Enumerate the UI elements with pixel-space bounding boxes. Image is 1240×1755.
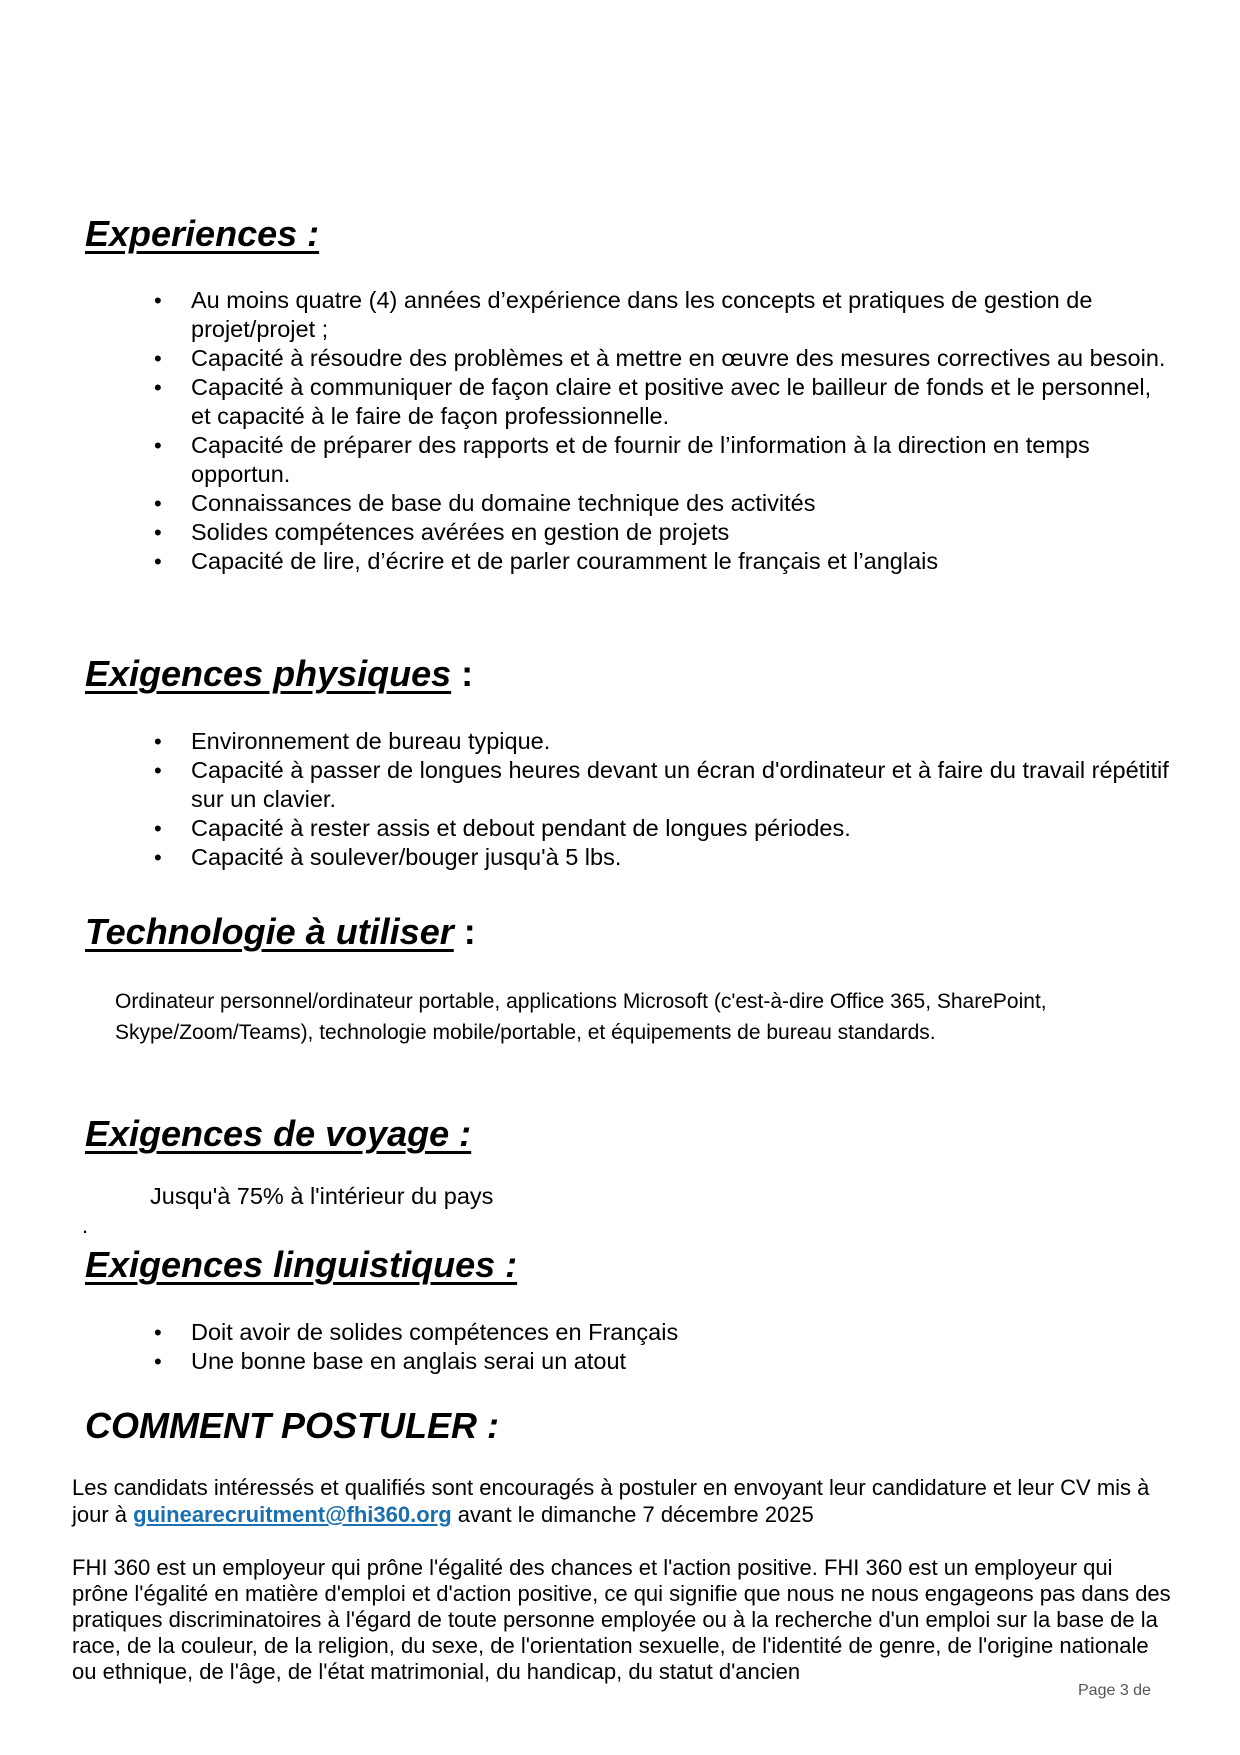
eeo-statement: FHI 360 est un employeur qui prône l'égalité des chances et l'action positive. FHI 360 est un employeur qui prône l'égalité en matière d'emploi et d'action positive, ce qui signifie que nous ne nous engageons pas dans des pratiques discriminatoires à l'égard de toute personne employée ou à la recherche d'un emploi sur la base de la race, de la couleur, de la religion, du sexe, de l'orientation sexuelle, de l'identité de genre, de l'origine nationale ou ethnique, de l'âge, de l'état matrimonial, du handicap, du statut d'ancien [72, 1555, 1171, 1684]
voyage-text: Jusqu'à 75% à l'intérieur du pays [150, 1183, 494, 1209]
list-item: • Au moins quatre (4) années d’expérience dans les concepts et pratiques de gestion de projet/projet ; [150, 286, 1170, 344]
list-item: • Environnement de bureau typique. [150, 727, 1170, 756]
page-number: Page 3 de [1078, 1682, 1151, 1699]
technologie-text: Ordinateur personnel/ordinateur portable, applications Microsoft (c'est-à-dire Office 365, SharePoint, Skype/Zoom/Teams), technologie mobile/portable, et équipements de bureau standards. [115, 990, 1047, 1044]
linguistiques-list [150, 1318, 1170, 1376]
list-item: • Capacité à rester assis et debout pendant de longues périodes. [150, 814, 1170, 843]
list-item: • Capacité à communiquer de façon claire et positive avec le bailleur de fonds et le personnel, et capacité à le faire de façon professionnelle. [150, 373, 1170, 431]
exigences-voyage-heading: Exigences de voyage : [85, 1113, 472, 1154]
recruitment-email-link[interactable]: guinearecruitment@fhi360.org [133, 1502, 452, 1527]
physiques-list [150, 727, 1170, 872]
list-item: • Connaissances de base du domaine technique des activités [150, 489, 1170, 518]
list-item: • Capacité à résoudre des problèmes et à mettre en œuvre des mesures correctives au besoin. [150, 344, 1170, 373]
exigences-physiques-heading: Exigences physiques : [85, 653, 474, 694]
apply-instructions: Les candidats intéressés et qualifiés sont encouragés à postuler en envoyant leur candidature et leur CV mis à jour à guinearecruitment@fhi360.org avant le dimanche 7 décembre 2025 [72, 1475, 1150, 1527]
list-item: • Capacité de préparer des rapports et de fournir de l’information à la direction en temps opportun. [150, 431, 1170, 489]
list-item: • Capacité à passer de longues heures devant un écran d'ordinateur et à faire du travail répétitif sur un clavier. [150, 756, 1170, 814]
experiences-list [150, 286, 1170, 576]
technologie-heading: Technologie à utiliser : [85, 911, 476, 952]
comment-postuler-heading: COMMENT POSTULER : [85, 1405, 499, 1446]
list-item: • Capacité de lire, d’écrire et de parler couramment le français et l’anglais [150, 547, 1170, 576]
list-item: • Une bonne base en anglais serai un atout [150, 1347, 1170, 1376]
list-item: • Solides compétences avérées en gestion de projets [150, 518, 1170, 547]
list-item: • Capacité à soulever/bouger jusqu'à 5 lbs. [150, 843, 1170, 872]
stray-period: . [82, 1213, 89, 1238]
list-item: • Doit avoir de solides compétences en Français [150, 1318, 1170, 1347]
experiences-heading: Experiences : [85, 213, 320, 254]
exigences-linguistiques-heading: Exigences linguistiques : [85, 1244, 518, 1285]
